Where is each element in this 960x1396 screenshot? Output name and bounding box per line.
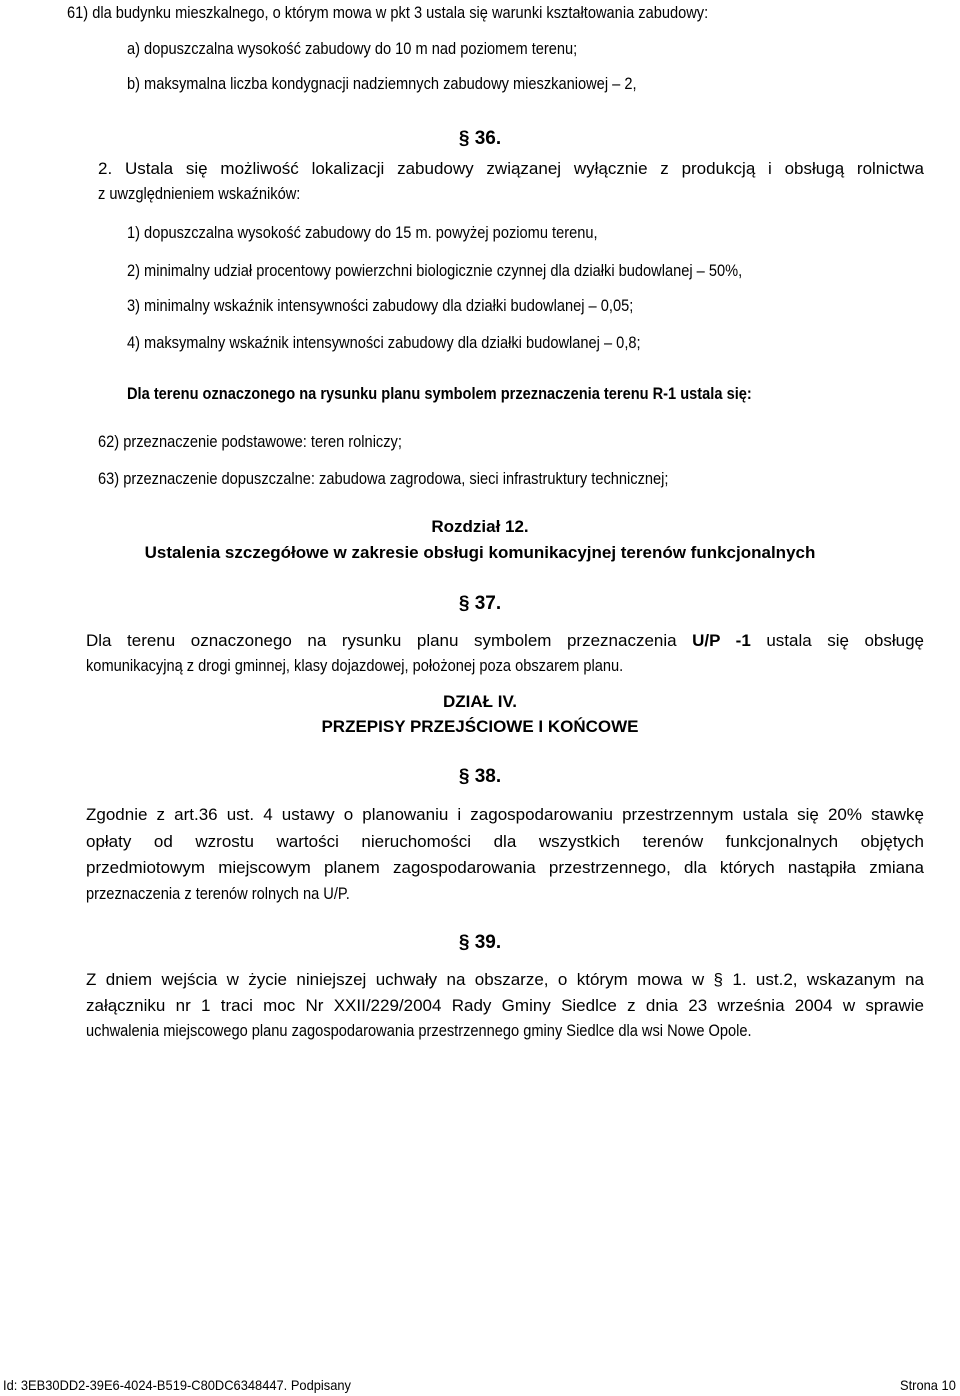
footer-page-number: Strona 10 [900, 1377, 956, 1393]
s36-paragraph-2-line1: 2. Ustala się możliwość lokalizacji zabudowy związanej wyłącznie z produkcją i obsługą rolnictwa [98, 159, 924, 178]
s39-line2: załączniku nr 1 traci moc Nr XXII/229/2004 Rady Gminy Siedlce z dnia 23 września 2004 w sprawie [86, 996, 924, 1015]
s39-line3: uchwalenia miejscowego planu zagospodarowania przestrzennego gminy Siedlce dla wsi Nowe Opole. [86, 1021, 752, 1040]
chapter-12-title: Ustalenia szczegółowe w zakresie obsługi komunikacyjnej terenów funkcjonalnych [144, 543, 816, 562]
r1-heading: Dla terenu oznaczonego na rysunku planu symbolem przeznaczenia terenu R-1 ustala się: [127, 384, 752, 403]
s37-symbol: U/P -1 [692, 631, 751, 650]
s36-item-4: 4) maksymalny wskaźnik intensywności zabudowy dla działki budowlanej – 0,8; [127, 333, 641, 352]
section-4-label: DZIAŁ IV. [443, 692, 517, 711]
item-61a: a) dopuszczalna wysokość zabudowy do 10 m nad poziomem terenu; [127, 39, 578, 58]
section-4-title: PRZEPISY PRZEJŚCIOWE I KOŃCOWE [321, 717, 639, 736]
s36-item-3: 3) minimalny wskaźnik intensywności zabudowy dla działki budowlanej – 0,05; [127, 296, 634, 315]
footer-document-id: Id: 3EB30DD2-39E6-4024-B519-C80DC6348447. Podpisany [3, 1377, 351, 1393]
section-36-title: § 36. [458, 128, 502, 149]
s36-item-2: 2) minimalny udział procentowy powierzchni biologicznie czynnej dla działki budowlanej – 50%, [127, 261, 743, 280]
s37-line1 [86, 630, 924, 652]
chapter-12-label: Rozdział 12. [431, 517, 529, 536]
item-63: 63) przeznaczenie dopuszczalne: zabudowa zagrodowa, sieci infrastruktury technicznej; [98, 469, 669, 488]
s39-line1: Z dniem wejścia w życie niniejszej uchwały na obszarze, o którym mowa w § 1. ust.2, wskazanym na [86, 970, 924, 989]
section-39-title: § 39. [458, 932, 502, 953]
section-38-title: § 38. [458, 766, 502, 787]
item-62: 62) przeznaczenie podstawowe: teren rolniczy; [98, 432, 402, 451]
s37-line1-pre: Dla terenu oznaczonego na rysunku planu symbolem przeznaczenia [86, 631, 693, 650]
s37-line2: komunikacyjną z drogi gminnej, klasy dojazdowej, położonej poza obszarem planu. [86, 656, 624, 675]
s38-line2: opłaty od wzrostu wartości nieruchomości dla wszystkich terenów funkcjonalnych objętych [86, 832, 924, 851]
item-61b: b) maksymalna liczba kondygnacji nadziemnych zabudowy mieszkaniowej – 2, [127, 74, 637, 93]
s36-paragraph-2-line2: z uwzględnieniem wskaźników: [98, 184, 301, 203]
item-61: 61) dla budynku mieszkalnego, o którym mowa w pkt 3 ustala się warunki kształtowania zabudowy: [67, 3, 709, 22]
s38-line3: przedmiotowym miejscowym planem zagospodarowania przestrzennego, dla których nastąpiła zmiana [86, 858, 924, 877]
section-37-title: § 37. [458, 593, 502, 614]
s37-line1-post: ustala się obsługę [750, 631, 924, 650]
s38-line1: Zgodnie z art.36 ust. 4 ustawy o planowaniu i zagospodarowaniu przestrzennym ustala się 20% stawkę [86, 805, 924, 824]
s38-line4: przeznaczenia z terenów rolnych na U/P. [86, 884, 350, 903]
s36-item-1: 1) dopuszczalna wysokość zabudowy do 15 m. powyżej poziomu terenu, [127, 223, 598, 242]
